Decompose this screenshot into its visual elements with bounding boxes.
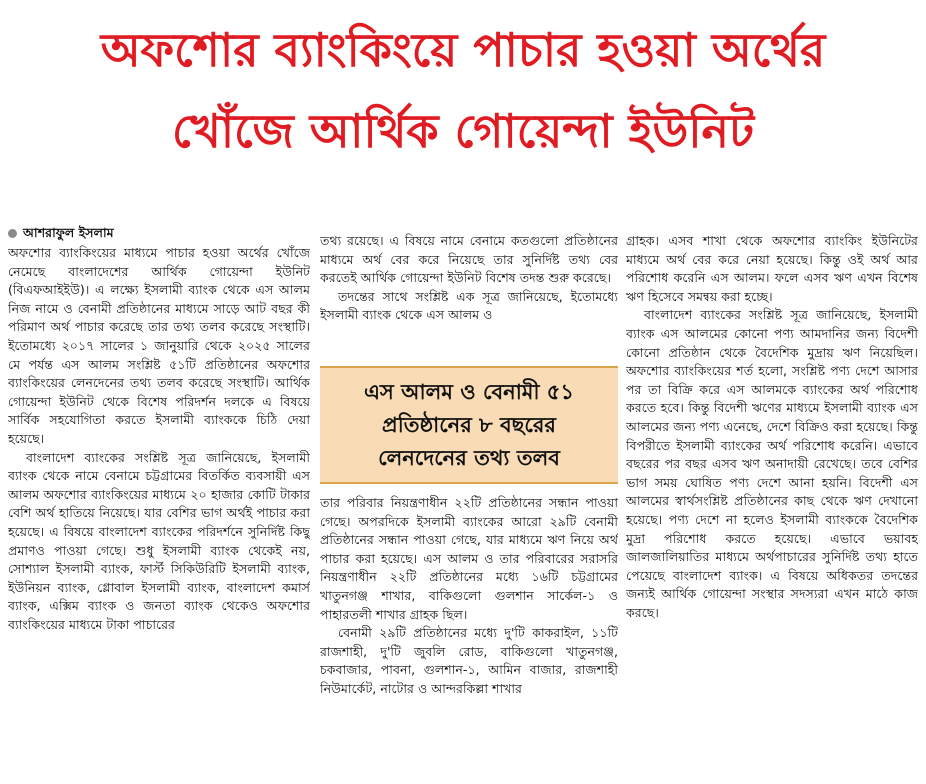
paragraph: তার পরিবার নিয়ন্ত্রণাধীন ২২টি প্রতিষ্ঠানের সন্ধান পাওয়া গেছে। অপরদিকে ইসলামী ব্যাংকের আরো ২৯টি বেনামী প্রতিষ্ঠানের সন্ধান পাওয়া গেছে, যার মাধ্যমে ঋণ নিয়ে অর্থ পাচার করা হয়েছে। এস আলম ও তার পরিবারের সরাসরি নিয়ন্ত্রণাধীন ২২টি প্রতিষ্ঠানের মধ্যে ১৬টি চট্টগ্রামের খাতুনগঞ্জ শাখার, বাকিগুলো গুলশান সার্কেল-১ ও পাহারতলী শাখার গ্রাহক ছিল। [320, 495, 618, 622]
article-column-2-bottom [320, 494, 618, 776]
article-column-1 [8, 224, 310, 776]
paragraph: বেনামী ২৯টি প্রতিষ্ঠানের মধ্যে দু'টি কাকরাইল, ১১টি রাজশাহী, দু'টি জুবলি রোড, বাকিগুলো খাতুনগঞ্জ, চকবাজার, পাবনা, গুলশান-১, আমিন বাজার, রাজশাহী নিউমার্কেট, নাটোর ও আন্দরকিল্লা শাখার [320, 625, 618, 696]
paragraph: অফশোর ব্যাংকিংয়ের মাধ্যমে পাচার হওয়া অর্থের খোঁজে নেমেছে বাংলাদেশের আর্থিক গোয়েন্দা ইউনিট (বিএফআইইউ)। এ লক্ষ্যে ইসলামী ব্যাংক থেকে এস আলম নিজ নামে ও বেনামী প্রতিষ্ঠানের মাধ্যমে সাড়ে আট বছর কী পরিমাণ অর্থ পাচার করেছে তার তথ্য তলব করেছে সংস্থাটি। ইতোমধ্যে ২০১৭ সালের ১ জানুয়ারি থেকে ২০২৫ সালের মে পর্যন্ত এস আলম সংশ্লিষ্ট ৫১টি প্রতিষ্ঠানের অফশোর ব্যাংকিংয়ের লেনদেনের তথ্য তলব করেছে সংস্থাটি। আর্থিক গোয়েন্দা ইউনিট থেকে বিশেষ পরিদর্শন দলকে এ বিষয়ে সার্বিক সহযোগিতা করতে ইসলামী ব্যাংককে চিঠি দেয়া হয়েছে। [8, 245, 310, 446]
byline [8, 224, 310, 242]
paragraph: বাংলাদেশ ব্যাংকের সংশ্লিষ্ট সূত্র জানিয়েছে, ইসলামী ব্যাংক এস আলমের কোনো পণ্য আমদানির জন্য বিদেশী কোনো প্রতিষ্ঠান থেকে বৈদেশিক মুদ্রায় ঋণ নিয়েছিল। অফশোর ব্যাংকিংয়ের শর্ত হলো, সংশ্লিষ্ট পণ্য দেশে আসার পর তা বিক্রি করে এস আলমকে ব্যাংকের অর্থ পরিশোধ করতে হবে। কিন্তু বিদেশী ঋণের মাধ্যমে ইসলামী ব্যাংক এস আলমের জন্য পণ্য এনেছে, দেশে বিক্রিও করা হয়েছে। কিন্তু বিপরীতে ইসলামী ব্যাংকের অর্থ পরিশোধ করেনি। এভাবে বছরের পর বছর এসব ঋণ অনাদায়ী রেখেছে। তবে বেশির ভাগ সময় ঘোষিত পণ্য দেশে আনা হয়নি। বিদেশী এস আলমের স্বার্থসংশ্লিষ্ট প্রতিষ্ঠানের কাছ থেকে ঋণ দেখানো হয়েছে। পণ্য দেশে না হলেও ইসলামী ব্যাংককে বৈদেশিক মুদ্রা পরিশোধ করতে হয়েছে। এভাবে ভয়াবহ জালজালিয়াতির মাধ্যমে অর্থপাচারের সুনির্দিষ্ট তথ্য হাতে পেয়েছে বাংলাদেশ ব্যাংক। এ বিষয়ে অধিকতর তদন্তের জন্যই আর্থিক গোয়েন্দা সংস্থার সদস্যরা এখন মাঠে কাজ করছে। [626, 307, 918, 620]
bullet-icon [8, 229, 17, 238]
paragraph: গ্রাহক। এসব শাখা থেকে অফশোর ব্যাংকিং ইউনিটের মাধ্যমে অর্থ বের করে নেয়া হয়েছে। কিন্তু ওই অর্থ আর পরিশোধ করেনি এস আলম। ফলে এসব ঋণ এখন বিশেষ ঋণ হিসেবে সমন্বয় করা হচ্ছে। [626, 233, 918, 304]
article-column-3 [626, 232, 918, 784]
pull-quote-box [320, 366, 618, 484]
headline-line-2: খোঁজে আর্থিক গোয়েন্দা ইউনিট [171, 104, 755, 158]
headline-line-1: অফশোর ব্যাংকিংয়ে পাচার হওয়া অর্থের [100, 23, 826, 77]
byline-author: আশরাফুল ইসলাম [23, 225, 114, 240]
paragraph: তদন্তের সাথে সংশ্লিষ্ট এক সূত্র জানিয়েছে, ইতোমধ্যে ইসলামী ব্যাংক থেকে এস আলম ও [320, 288, 618, 323]
pull-quote-text: এস আলম ও বেনামী ৫১ প্রতিষ্ঠানের ৮ বছরের লেনদেনের তথ্য তলব [363, 379, 575, 470]
paragraph: তথ্য রয়েছে। এ বিষয়ে নামে বেনামে কতগুলো প্রতিষ্ঠানের মাধ্যমে অর্থ বের করে নিয়েছে তার সুনির্দিষ্ট তথ্য বের করতেই আর্থিক গোয়েন্দা ইউনিট বিশেষ তদন্ত শুরু করেছে। [320, 233, 618, 286]
article-column-2-top [320, 232, 618, 362]
paragraph: বাংলাদেশ ব্যাংকের সংশ্লিষ্ট সূত্র জানিয়েছে, ইসলামী ব্যাংক থেকে নামে বেনামে চট্টগ্রামের বিতর্কিত ব্যবসায়ী এস আলম অফশোর ব্যাংকিংয়ের মাধ্যমে ২০ হাজার কোটি টাকার বেশি অর্থ হাতিয়ে নিয়েছে। যার বেশির ভাগ অর্থই পাচার করা হয়েছে। এ বিষয়ে বাংলাদেশ ব্যাংকের পরিদর্শনে সুনির্দিষ্ট কিছু প্রমাণও পাওয়া গেছে। শুধু ইসলামী ব্যাংক থেকেই নয়, সোশ্যাল ইসলামী ব্যাংক, ফার্স্ট সিকিউরিটি ইসলামী ব্যাংক, ইউনিয়ন ব্যাংক, গ্লোবাল ইসলামী ব্যাংক, বাংলাদেশ কমার্স ব্যাংক, এক্সিম ব্যাংক ও জনতা ব্যাংক থেকেও অফশোর ব্যাংকিংয়ের মাধ্যমে টাকা পাচারের [8, 449, 310, 632]
headline [0, 8, 926, 170]
